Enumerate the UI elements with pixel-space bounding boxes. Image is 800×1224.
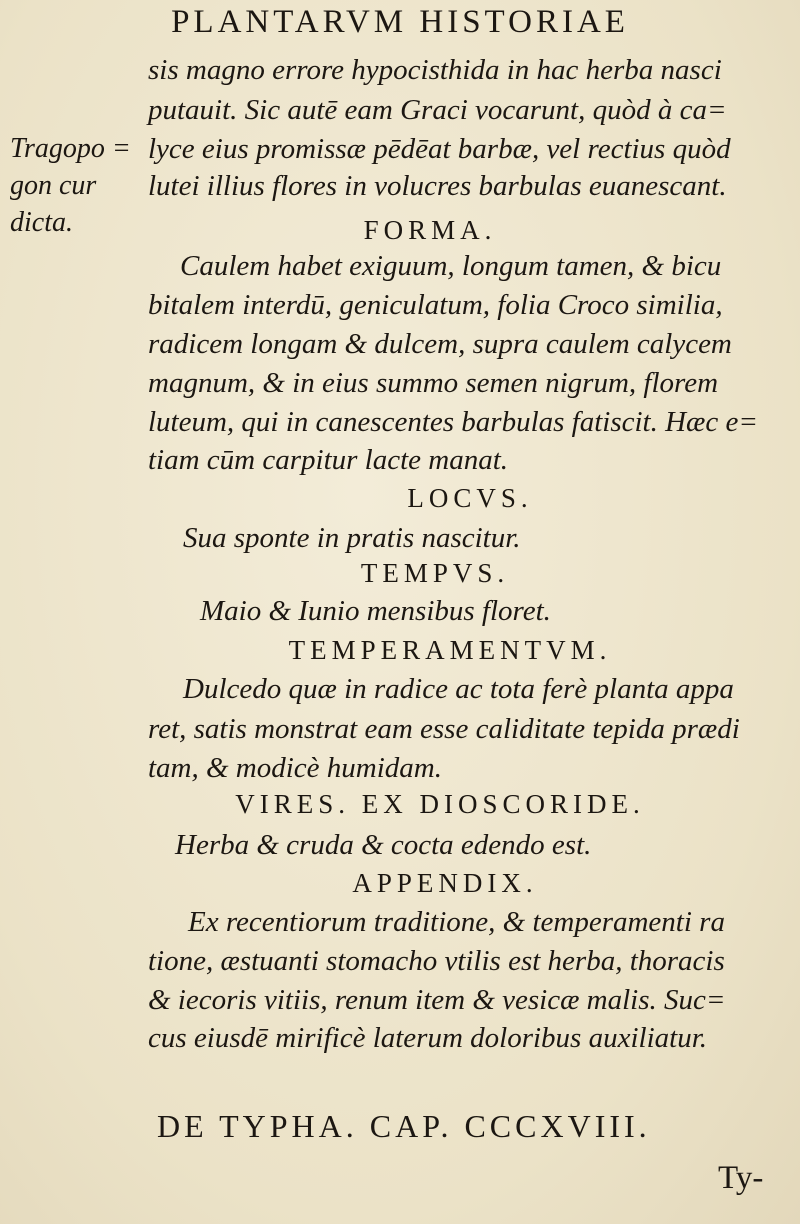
margin-note-line: dicta. xyxy=(10,207,73,238)
text-line: Maio & Iunio mensibus floret. xyxy=(200,595,551,627)
section-heading-tempus: TEMPVS. xyxy=(360,558,510,588)
text-line: tiam cūm carpitur lacte manat. xyxy=(148,444,509,476)
section-heading-temperamentum: TEMPERAMENTVM. xyxy=(288,635,612,665)
margin-note-line: Tragopo = xyxy=(10,133,131,164)
text-line: tam, & modicè humidam. xyxy=(148,752,442,784)
catchword: Ty- xyxy=(718,1160,764,1196)
text-line: lutei illius flores in volucres barbulas euanescant. xyxy=(148,170,727,202)
text-line: luteum, qui in canescentes barbulas fatiscit. Hæc e= xyxy=(148,406,758,438)
section-heading-forma: FORMA. xyxy=(363,215,497,245)
margin-note-line: gon cur xyxy=(10,170,97,201)
section-heading-vires: VIRES. EX DIOSCORIDE. xyxy=(235,789,645,819)
text-line: putauit. Sic autē eam Graci vocarunt, quòd à ca= xyxy=(148,94,727,126)
text-line: & iecoris vitiis, renum item & vesicæ malis. Suc= xyxy=(148,984,726,1016)
section-heading-locus: LOCVS. xyxy=(407,483,533,513)
text-line: magnum, & in eius summo semen nigrum, florem xyxy=(148,367,719,399)
text-line: radicem longam & dulcem, supra caulem calycem xyxy=(148,328,732,360)
text-line: cus eiusdē mirificè laterum doloribus auxiliatur. xyxy=(148,1022,708,1054)
text-line: Herba & cruda & cocta edendo est. xyxy=(175,829,592,861)
text-line: bitalem interdū, geniculatum, folia Croco similia, xyxy=(148,289,723,321)
section-heading-appendix: APPENDIX. xyxy=(352,868,538,898)
text-line: sis magno errore hypocisthida in hac herba nasci xyxy=(148,54,722,86)
text-line: Ex recentiorum traditione, & temperamenti ra xyxy=(188,906,725,938)
chapter-heading: DE TYPHA. CAP. CCCXVIII. xyxy=(157,1108,651,1144)
text-line: Sua sponte in pratis nascitur. xyxy=(183,522,521,554)
running-head: PLANTARVM HISTORIAE xyxy=(171,4,629,40)
text-line: ret, satis monstrat eam esse caliditate tepida prædi xyxy=(148,713,740,745)
text-line: tione, æstuanti stomacho vtilis est herba, thoracis xyxy=(148,945,725,977)
text-line: Caulem habet exiguum, longum tamen, & bicu xyxy=(180,250,722,282)
text-line: lyce eius promissæ pēdēat barbæ, vel rectius quòd xyxy=(148,133,731,165)
text-line: Dulcedo quæ in radice ac tota ferè planta appa xyxy=(183,673,734,705)
